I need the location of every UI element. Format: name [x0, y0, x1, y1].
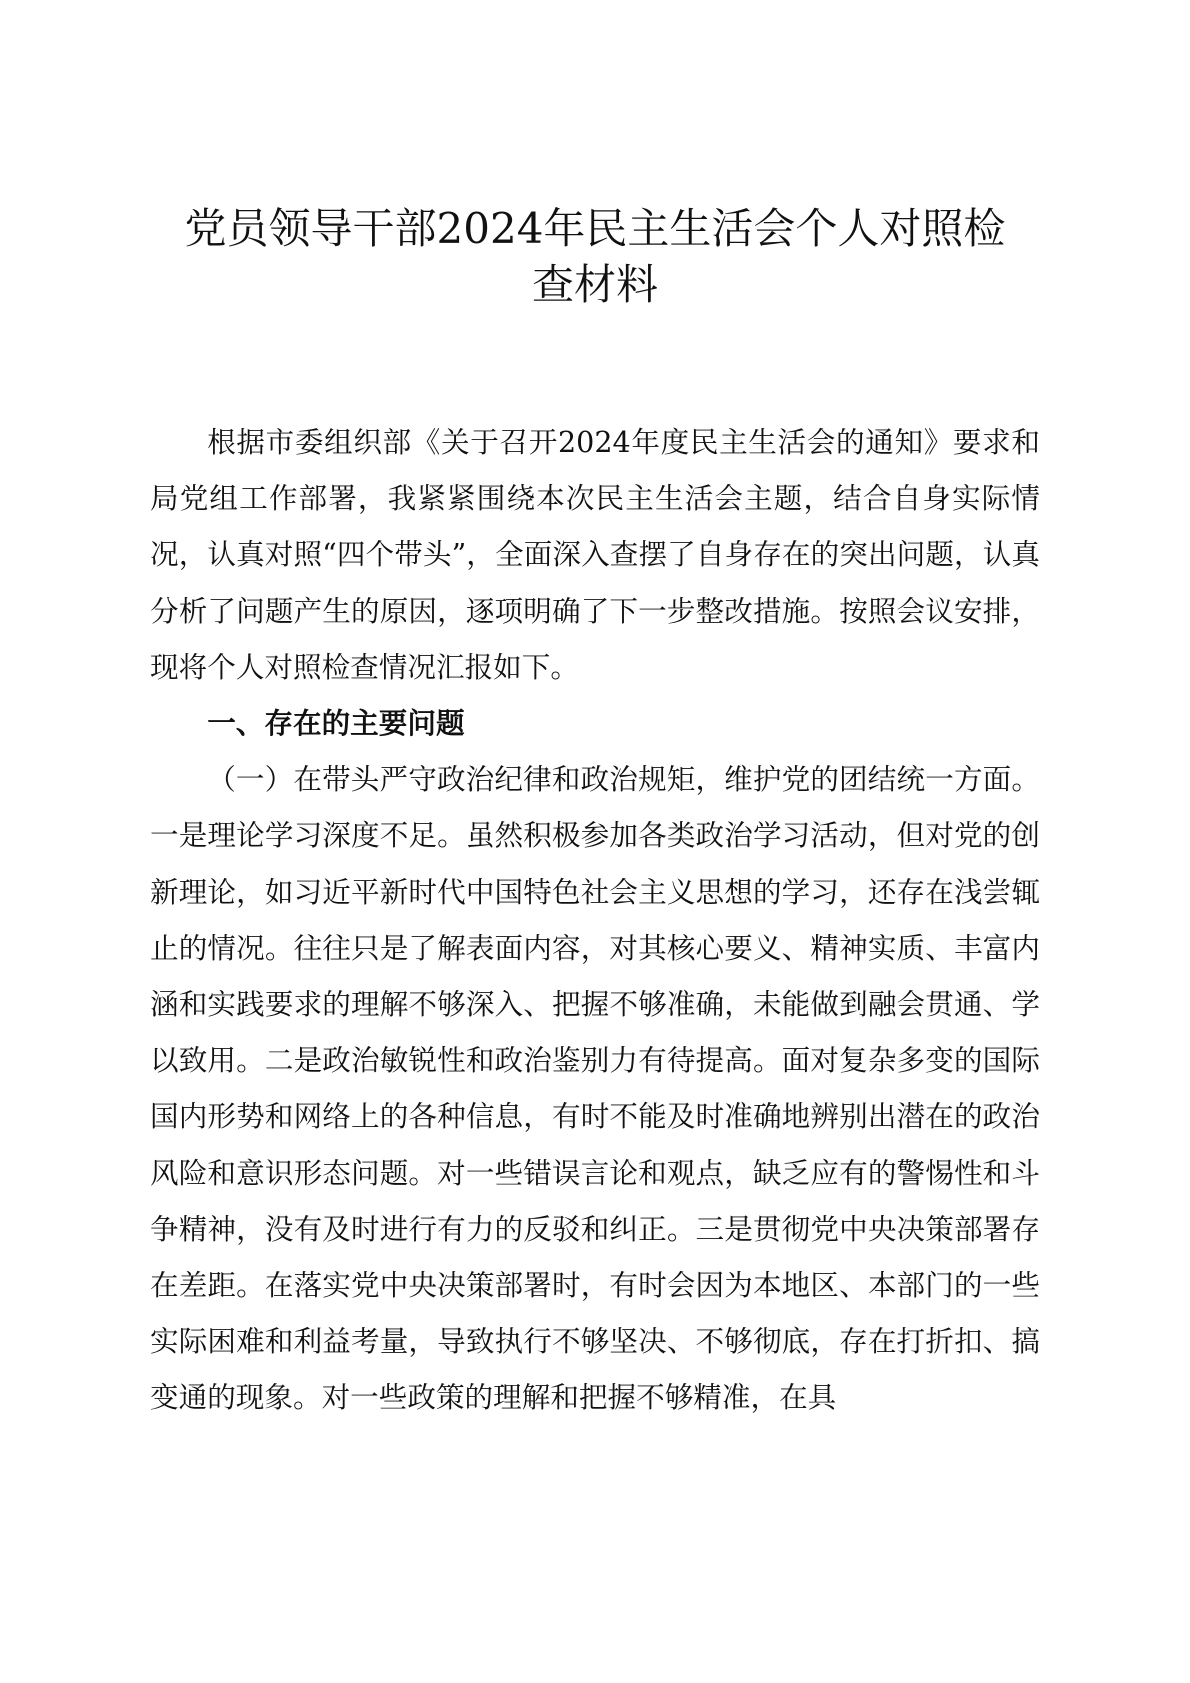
page-title: [120, 201, 1070, 313]
section-heading-1: 一、存在的主要问题: [207, 706, 465, 741]
section1-paragraph-1: （一）在带头严守政治纪律和政治规矩，维护党的团结统一方面。一是理论学习深度不足。虽然积极参加各类政治学习活动，但对党的创新理论，如习近平新时代中国特色社会主义思想的学习，还存在浅尝辄止的情况。往往只是了解表面内容，对其核心要义、精神实质、丰富内涵和实践要求的理解不够深入、把握不够准确，未能做到融会贯通、学以致用。二是政治敏锐性和政治鉴别力有待提高。面对复杂多变的国际国内形势和网络上的各种信息，有时不能及时准确地辨别出潜在的政治风险和意识形态问题。对一些错误言论和观点，缺乏应有的警惕性和斗争精神，没有及时进行有力的反驳和纠正。三是贯彻党中央决策部署存在差距。在落实党中央决策部署时，有时会因为本地区、本部门的一些实际困难和利益考量，导致执行不够坚决、不够彻底，存在打折扣、搞变通的现象。对一些政策的理解和把握不够精准，在具: [150, 762, 1040, 1415]
intro-paragraph: 根据市委组织部《关于召开2024年度民主生活会的通知》要求和局党组工作部署，我紧紧围绕本次民主生活会主题，结合自身实际情况，认真对照“四个带头”，全面深入查摆了自身存在的突出问题，认真分析了问题产生的原因，逐项明确了下一步整改措施。按照会议安排，现将个人对照检查情况汇报如下。: [150, 425, 1040, 684]
document-body: [150, 414, 1040, 1426]
title-line-2: 查材料: [531, 260, 658, 309]
title-line-1: 党员领导干部2024年民主生活会个人对照检: [184, 204, 1006, 253]
